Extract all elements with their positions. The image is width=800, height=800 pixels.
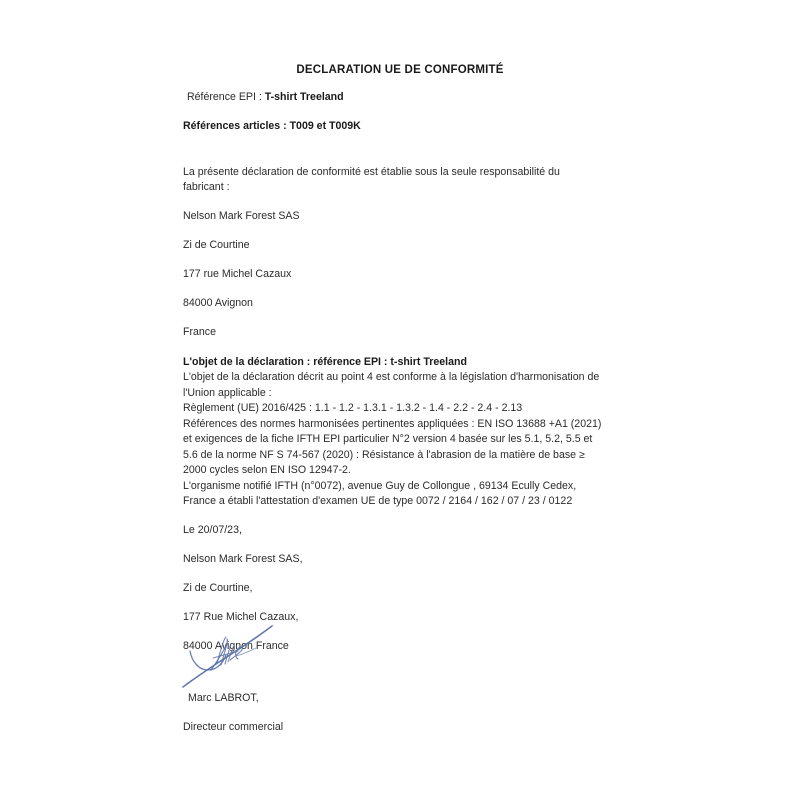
- regulation-paragraph: Règlement (UE) 2016/425 : 1.1 - 1.2 - 1.3.1 - 1.3.2 - 1.4 - 2.2 - 2.4 - 2.13: [183, 402, 523, 414]
- references-articles-line: Références articles : T009 et T009K: [183, 120, 361, 132]
- harmonised-standards-paragraph: Références des normes harmonisées pertinentes appliquées : EN ISO 13688 +A1 (2021) et exigences de la fiche IFTH EPI particulier N°2 version 4 basée sur les 5.1, 5.2, 5.5 et 5.6 de la norme NF S 74-567 (2020) : Résistance à l'abrasion de la matière de base ≥ 2000 cycles selon EN ISO 12947-2.: [183, 417, 602, 476]
- page-title: DECLARATION UE DE CONFORMITÉ: [296, 64, 504, 76]
- reference-epi-label: Référence EPI :: [187, 91, 265, 103]
- closing-address-line-2: 177 Rue Michel Cazaux,: [183, 610, 299, 623]
- signature-area: [180, 608, 300, 693]
- reference-epi-value: T-shirt Treeland: [264, 91, 344, 103]
- signature-icon: [180, 608, 300, 693]
- notified-body-paragraph: L'organisme notifié IFTH (n°0072), avenue Guy de Collongue , 69134 Ecully Cedex, France a établi l'attestation d'examen UE de type 0072 / 2164 / 162 / 07 / 23 / 0122: [183, 479, 577, 507]
- closing-company: Nelson Mark Forest SAS,: [183, 552, 303, 565]
- signatory-title: Directeur commercial: [183, 720, 284, 733]
- object-declaration-heading: L'objet de la déclaration : référence EPI : t-shirt Treeland: [183, 356, 467, 368]
- manufacturer-country: France: [183, 326, 216, 338]
- manufacturer-address-line-3: 84000 Avignon: [183, 297, 253, 309]
- closing-address-line-1: Zi de Courtine,: [183, 581, 253, 594]
- manufacturer-name: Nelson Mark Forest SAS: [183, 210, 300, 222]
- reference-epi-line: [183, 90, 603, 105]
- manufacturer-address-line-2: 177 rue Michel Cazaux: [183, 268, 292, 280]
- responsibility-statement: La présente déclaration de conformité est établie sous la seule responsabilité du fabricant :: [183, 166, 560, 193]
- closing-address-line-3: 84000 Avignon France: [183, 639, 289, 652]
- date-line: Le 20/07/23,: [183, 523, 242, 536]
- signatory-name: Marc LABROT,: [188, 691, 259, 704]
- manufacturer-address-line-1: Zi de Courtine: [183, 239, 250, 251]
- object-conformity-paragraph: L'objet de la déclaration décrit au point 4 est conforme à la législation d'harmonisation de l'Union applicable :: [183, 371, 600, 399]
